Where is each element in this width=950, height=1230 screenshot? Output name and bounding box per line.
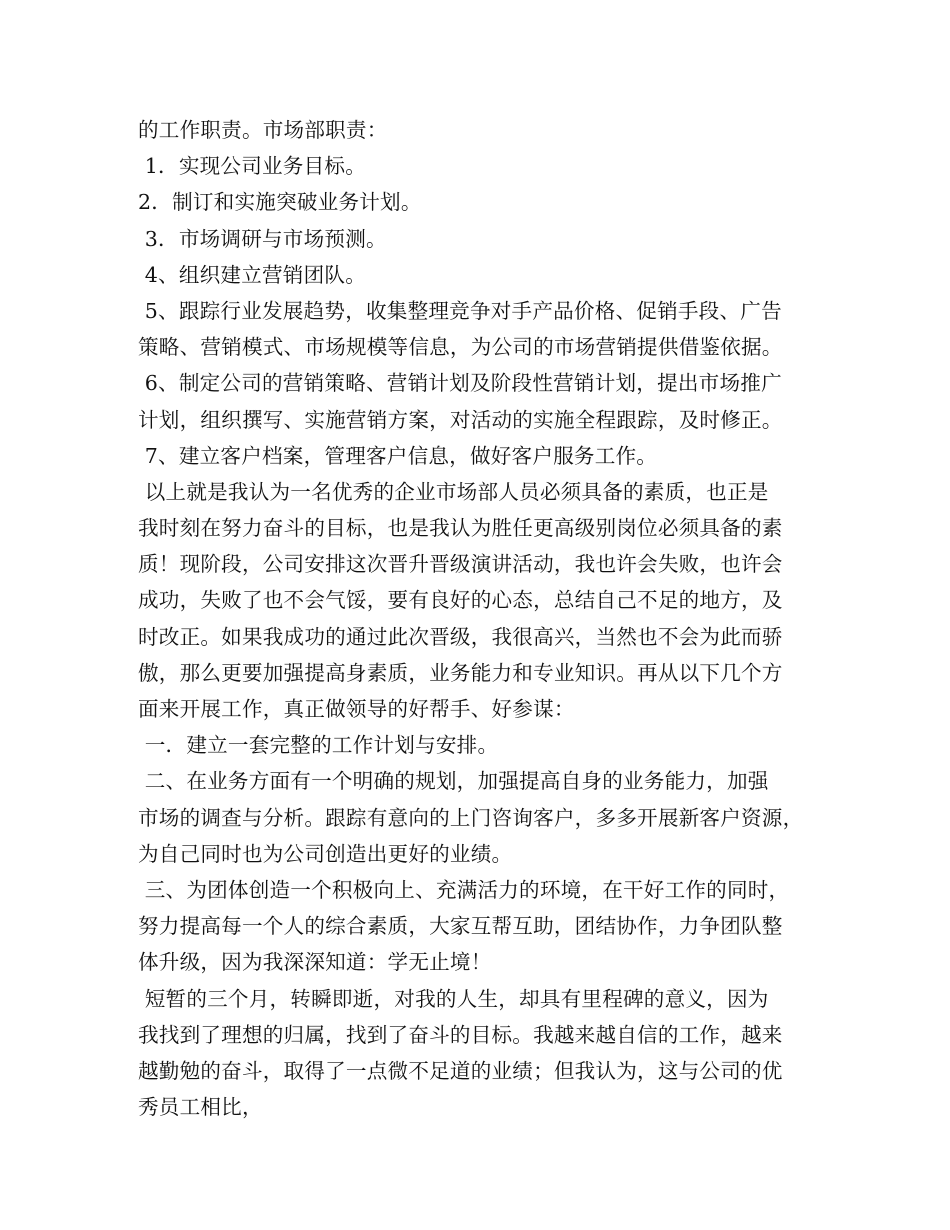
text-line: 6、制定公司的营销策略、营销计划及阶段性营销计划，提出市场推广	[138, 371, 782, 396]
text-line: 二、在业务方面有一个明确的规划，加强提高自身的业务能力，加强	[138, 769, 769, 794]
text-line: 市场的调查与分析。跟踪有意向的上门咨询客户，多多开展新客户资源，	[138, 805, 804, 830]
text-line: 一．建立一套完整的工作计划与安排。	[138, 733, 499, 758]
text-line: 计划，组织撰写、实施营销方案，对活动的实施全程跟踪，及时修正。	[138, 407, 783, 432]
text-line: 3．市场调研与市场预测。	[138, 226, 387, 251]
text-line: 我找到了理想的归属，找到了奋斗的目标。我越来越自信的工作，越来	[138, 1022, 783, 1047]
text-line: 三、为团体创造一个积极向上、充满活力的环境，在干好工作的同时，	[138, 877, 790, 902]
document-body	[138, 112, 818, 1125]
text-line: 5、跟踪行业发展趋势，收集整理竞争对手产品价格、促销手段、广告	[138, 298, 782, 323]
text-line: 2．制订和实施突破业务计划。	[138, 190, 422, 215]
text-line: 的工作职责。市场部职责：	[138, 118, 388, 142]
text-line: 短暂的三个月，转瞬即逝，对我的人生，却具有里程碑的意义，因为	[138, 986, 769, 1011]
text-line: 为自己同时也为公司创造出更好的业绩。	[138, 841, 513, 866]
text-line: 4、组织建立营销团队。	[138, 262, 366, 287]
text-line: 成功，失败了也不会气馁，要有良好的心态，总结自己不足的地方，及	[138, 588, 783, 613]
text-line: 时改正。如果我成功的通过此次晋级，我很高兴，当然也不会为此而骄	[138, 624, 783, 649]
text-line: 1．实现公司业务目标。	[138, 154, 366, 179]
text-line: 策略、营销模式、市场规模等信息，为公司的市场营销提供借鉴依据。	[138, 335, 783, 360]
text-line: 越勤勉的奋斗，取得了一点微不足道的业绩；但我认为，这与公司的优	[138, 1058, 783, 1083]
text-line: 努力提高每一个人的综合素质，大家互帮互助，团结协作，力争团队整	[138, 914, 783, 939]
text-line: 秀员工相比，	[138, 1095, 263, 1120]
text-line: 我时刻在努力奋斗的目标，也是我认为胜任更高级别岗位必须具备的素	[138, 516, 783, 541]
text-line: 以上就是我认为一名优秀的企业市场部人员必须具备的素质，也正是	[138, 479, 769, 504]
text-line: 面来开展工作，真正做领导的好帮手、好参谋：	[138, 697, 575, 721]
text-line: 7、建立客户档案，管理客户信息，做好客户服务工作。	[138, 443, 658, 468]
text-line: 质！现阶段，公司安排这次晋升晋级演讲活动，我也许会失败，也许会	[138, 552, 783, 577]
text-line: 体升级，因为我深深知道：学无止境！	[138, 950, 492, 975]
text-line: 傲，那么更要加强提高身素质，业务能力和专业知识。再从以下几个方	[138, 660, 783, 685]
